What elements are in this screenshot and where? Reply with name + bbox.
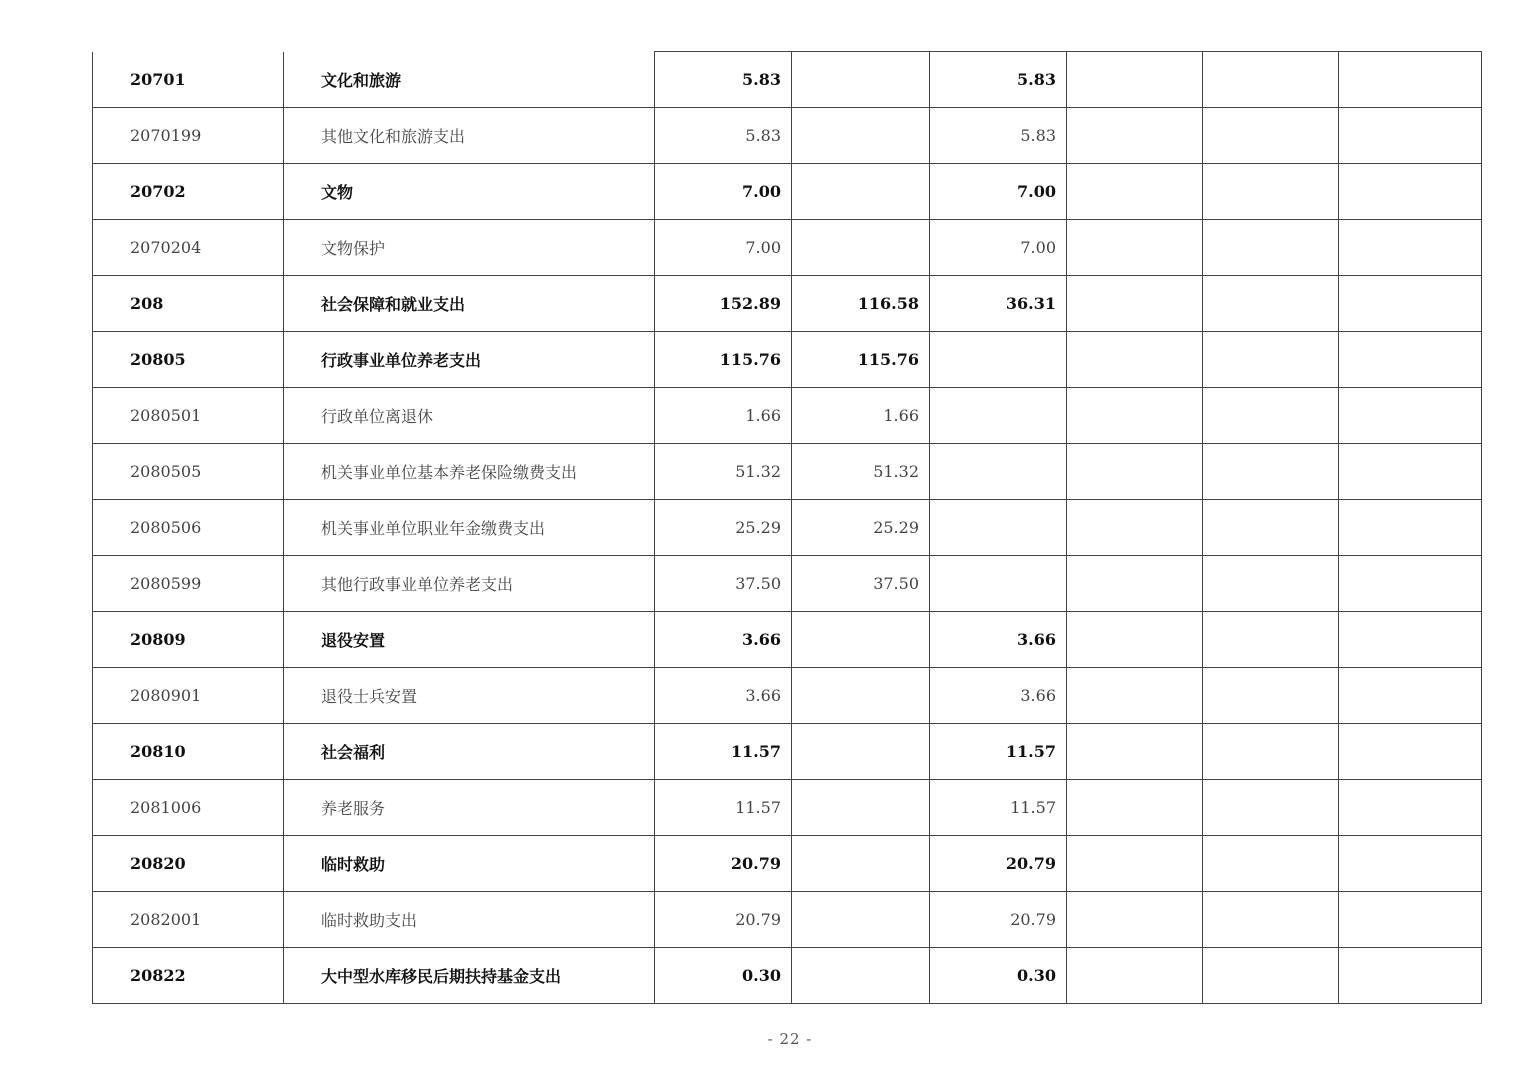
cell-project: 5.83 [930,52,1067,108]
table-row [93,164,1482,220]
cell-total: 5.83 [655,52,792,108]
cell-col8 [1339,444,1482,500]
cell-col7 [1203,220,1339,276]
cell-code: 20822 [93,948,284,1004]
cell-col6 [1067,220,1203,276]
cell-total: 37.50 [655,556,792,612]
cell-col6 [1067,612,1203,668]
cell-col7 [1203,612,1339,668]
cell-project: 3.66 [930,612,1067,668]
cell-total: 7.00 [655,220,792,276]
cell-col7 [1203,892,1339,948]
page-number: - 22 - [767,1030,813,1048]
table-row [93,724,1482,780]
table-row [93,444,1482,500]
table-row [93,836,1482,892]
table-row [93,388,1482,444]
cell-code: 2070204 [93,220,284,276]
cell-total: 20.79 [655,892,792,948]
cell-project: 7.00 [930,164,1067,220]
cell-project [930,332,1067,388]
cell-total: 3.66 [655,612,792,668]
cell-col6 [1067,556,1203,612]
cell-basic [792,612,930,668]
cell-col6 [1067,780,1203,836]
cell-col7 [1203,332,1339,388]
cell-col7 [1203,948,1339,1004]
cell-project: 20.79 [930,892,1067,948]
cell-col8 [1339,892,1482,948]
cell-col8 [1339,388,1482,444]
cell-col7 [1203,276,1339,332]
cell-name: 社会福利 [284,724,655,780]
cell-name: 社会保障和就业支出 [284,276,655,332]
cell-col7 [1203,724,1339,780]
cell-col6 [1067,332,1203,388]
cell-project: 11.57 [930,780,1067,836]
cell-name: 文物 [284,164,655,220]
cell-col6 [1067,276,1203,332]
table-row [93,276,1482,332]
cell-basic: 25.29 [792,500,930,556]
cell-code: 2080901 [93,668,284,724]
cell-col8 [1339,276,1482,332]
cell-col8 [1339,556,1482,612]
cell-name: 其他文化和旅游支出 [284,108,655,164]
cell-total: 11.57 [655,724,792,780]
cell-col8 [1339,612,1482,668]
cell-col7 [1203,388,1339,444]
cell-name: 文物保护 [284,220,655,276]
cell-project [930,388,1067,444]
cell-basic [792,836,930,892]
cell-col8 [1339,108,1482,164]
cell-col6 [1067,388,1203,444]
cell-col7 [1203,556,1339,612]
cell-code: 20820 [93,836,284,892]
cell-name: 临时救助支出 [284,892,655,948]
cell-name: 文化和旅游 [284,52,655,108]
cell-basic: 115.76 [792,332,930,388]
cell-col6 [1067,668,1203,724]
cell-basic [792,108,930,164]
cell-code: 20702 [93,164,284,220]
table-row [93,108,1482,164]
cell-basic [792,668,930,724]
table-row [93,612,1482,668]
cell-col8 [1339,332,1482,388]
cell-basic: 51.32 [792,444,930,500]
cell-total: 5.83 [655,108,792,164]
cell-code: 2081006 [93,780,284,836]
table-row [93,332,1482,388]
cell-col7 [1203,668,1339,724]
cell-col8 [1339,780,1482,836]
cell-name: 机关事业单位职业年金缴费支出 [284,500,655,556]
cell-col8 [1339,500,1482,556]
table-row [93,892,1482,948]
cell-total: 3.66 [655,668,792,724]
cell-basic [792,220,930,276]
cell-project: 5.83 [930,108,1067,164]
cell-project: 36.31 [930,276,1067,332]
cell-basic [792,164,930,220]
table-row [93,500,1482,556]
cell-total: 51.32 [655,444,792,500]
cell-basic: 1.66 [792,388,930,444]
cell-col6 [1067,892,1203,948]
cell-total: 20.79 [655,836,792,892]
cell-name: 其他行政事业单位养老支出 [284,556,655,612]
cell-name: 行政单位离退休 [284,388,655,444]
cell-name: 机关事业单位基本养老保险缴费支出 [284,444,655,500]
cell-total: 25.29 [655,500,792,556]
cell-project: 3.66 [930,668,1067,724]
cell-basic [792,780,930,836]
cell-col8 [1339,220,1482,276]
cell-col7 [1203,500,1339,556]
cell-code: 2082001 [93,892,284,948]
cell-total: 0.30 [655,948,792,1004]
cell-col6 [1067,108,1203,164]
cell-col7 [1203,836,1339,892]
cell-col8 [1339,668,1482,724]
cell-project [930,444,1067,500]
cell-name: 退役士兵安置 [284,668,655,724]
cell-basic [792,52,930,108]
cell-col7 [1203,444,1339,500]
cell-code: 2080506 [93,500,284,556]
table-row [93,948,1482,1004]
cell-code: 2080505 [93,444,284,500]
cell-col6 [1067,52,1203,108]
cell-total: 115.76 [655,332,792,388]
cell-col8 [1339,836,1482,892]
cell-project: 20.79 [930,836,1067,892]
cell-col7 [1203,108,1339,164]
cell-col6 [1067,948,1203,1004]
cell-code: 208 [93,276,284,332]
table-row [93,52,1482,108]
cell-basic: 37.50 [792,556,930,612]
cell-code: 2080599 [93,556,284,612]
cell-col8 [1339,164,1482,220]
table-body [93,52,1482,1004]
cell-name: 临时救助 [284,836,655,892]
cell-project: 11.57 [930,724,1067,780]
cell-basic: 116.58 [792,276,930,332]
cell-basic [792,948,930,1004]
cell-basic [792,724,930,780]
cell-total: 11.57 [655,780,792,836]
cell-col7 [1203,52,1339,108]
cell-code: 20805 [93,332,284,388]
cell-code: 20809 [93,612,284,668]
cell-col6 [1067,724,1203,780]
cell-col8 [1339,948,1482,1004]
table-row [93,668,1482,724]
cell-col8 [1339,52,1482,108]
cell-project [930,556,1067,612]
cell-name: 大中型水库移民后期扶持基金支出 [284,948,655,1004]
cell-code: 20810 [93,724,284,780]
cell-total: 152.89 [655,276,792,332]
table-row [93,220,1482,276]
cell-basic [792,892,930,948]
cell-project: 0.30 [930,948,1067,1004]
cell-project [930,500,1067,556]
cell-total: 7.00 [655,164,792,220]
cell-project: 7.00 [930,220,1067,276]
cell-col6 [1067,444,1203,500]
cell-col6 [1067,500,1203,556]
cell-col6 [1067,164,1203,220]
cell-name: 退役安置 [284,612,655,668]
cell-col7 [1203,164,1339,220]
cell-col8 [1339,724,1482,780]
cell-code: 2070199 [93,108,284,164]
budget-table [92,51,1482,1004]
cell-col7 [1203,780,1339,836]
cell-total: 1.66 [655,388,792,444]
table-row [93,556,1482,612]
cell-code: 20701 [93,52,284,108]
cell-name: 行政事业单位养老支出 [284,332,655,388]
cell-col6 [1067,836,1203,892]
cell-code: 2080501 [93,388,284,444]
cell-name: 养老服务 [284,780,655,836]
table-row [93,780,1482,836]
